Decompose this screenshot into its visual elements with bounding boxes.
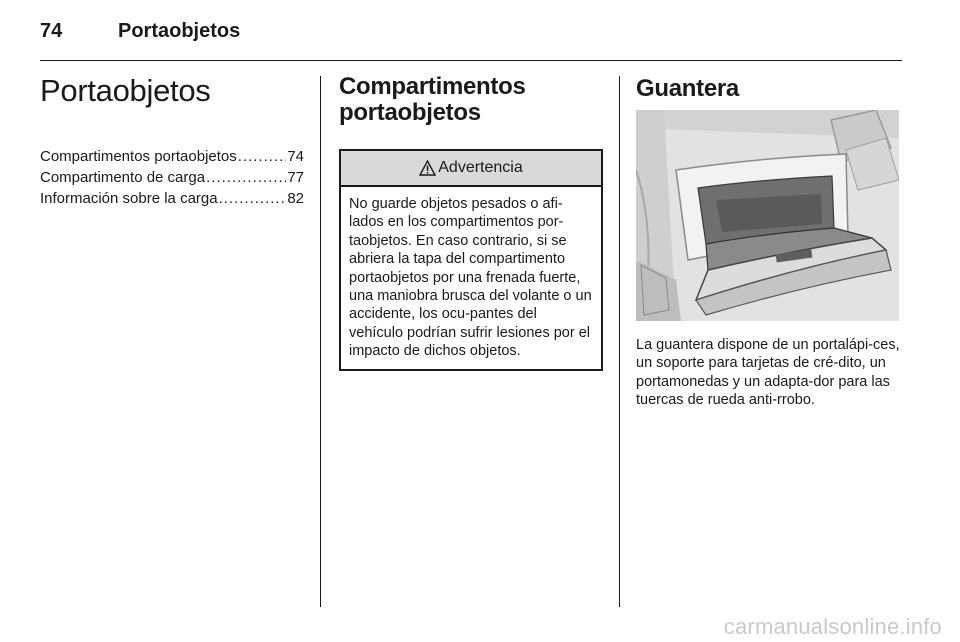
section-title: Portaobjetos: [40, 73, 211, 108]
page-header: [40, 18, 902, 54]
toc-entry-label: Información sobre la carga: [40, 190, 218, 207]
warning-title: Advertencia: [438, 159, 523, 176]
toc-entry-page: 74: [287, 148, 304, 165]
warning-header: [341, 151, 601, 187]
warning-box: [339, 149, 603, 371]
glovebox-description: La guantera dispone de un portalápi-ces, un soporte para tarjetas de cré-dito, un portamonedas y un adapta-dor para las tuercas de rueda anti-rrobo.: [636, 337, 900, 409]
header-rule: [40, 60, 902, 61]
toc-entry-page: 77: [287, 169, 304, 186]
toc-entry-page: 82: [287, 190, 304, 207]
toc-entry[interactable]: [40, 167, 304, 188]
compartments-column: [339, 74, 603, 371]
toc-leader: [238, 146, 287, 167]
toc-leader: [219, 188, 287, 209]
warning-text: No guarde objetos pesados o afi-lados en los compartimentos por-taobjetos. En caso contrario, si se abriera la tapa del compartimento portaobjetos por una frenada fuerte, una maniobra brusca del volante o un accidente, los ocu-pantes del vehículo podrían sufrir lesiones por el impacto de dichos objetos.: [349, 196, 592, 360]
toc-leader: [206, 167, 286, 188]
subsection-title: Compartimentos portaobjetos: [339, 73, 526, 126]
column-divider: [619, 76, 620, 607]
running-title: Portaobjetos: [118, 20, 241, 42]
column-divider: [320, 76, 321, 607]
toc-entry[interactable]: [40, 146, 304, 167]
glovebox-column: [636, 74, 902, 409]
glovebox-title: Guantera: [636, 75, 739, 102]
watermark: carmanualsonline.info: [723, 614, 942, 639]
warning-triangle-icon: [419, 160, 436, 176]
toc-entry-label: Compartimento de carga: [40, 169, 206, 186]
page-number: 74: [40, 20, 63, 42]
toc-entry-label: Compartimentos portaobjetos: [40, 148, 237, 165]
section-column: [40, 74, 304, 209]
glovebox-illustration: [636, 110, 899, 321]
table-of-contents: [40, 146, 304, 209]
toc-entry[interactable]: [40, 188, 304, 209]
